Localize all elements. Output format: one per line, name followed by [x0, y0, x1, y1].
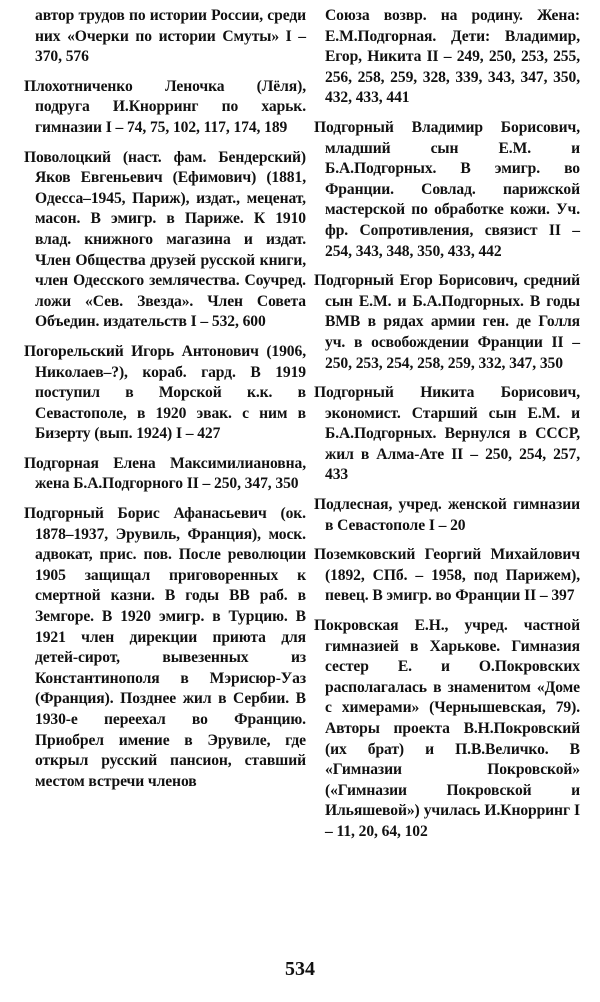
entry-podgorny-nikita: Подгорный Никита Борисович, экономист. Старший сын Е.М. и Б.А.Подгорных. Вернулся в СССР, жил в Алма-Ате II – 250, 254, 257, 433	[314, 384, 580, 484]
entry-podgorny-boris: Подгорный Борис Афанасьевич (ок. 1878–1937, Эрувиль, Франция), моск. адвокат, прис. пов. После революции 1905 защищал приговоренных к смертной казни. В годы ВВ раб. в Земгоре. В 1920 эмигр. в Турцию. В 1921 член дирекции приюта для детей-сирот, вывезенных из Константинополя в Мэрисюр-Уаз (Франция). Позднее жил в Сербии. В 1930-е переехал во Францию. Приобрел имение в Эрувиле, где открыл русский пансион, ставший местом встречи членов	[24, 505, 306, 790]
entry-podgornaya-elena: Подгорная Елена Максимилиановна, жена Б.А.Подгорного II – 250, 347, 350	[24, 454, 306, 493]
entry-pokrovskaya: Покровская Е.Н., учред. частной гимназией в Харькове. Гимназия сестер Е. и О.Покровских располагалась в знаменитом «Доме с химерами» (Чернышевская, 79). Авторы проекта В.Н.Покровский (их брат) и П.В.Величко. В «Гимназии Покровской» («Гимназии Покровской и Ильяшевой») училась И.Кнорринг I – 11, 20, 64, 102	[314, 617, 580, 840]
entry-podgorny-vladimir: Подгорный Владимир Борисович, младший сын Е.М. и Б.А.Подгорных. В эмигр. во Франции. Совлад. парижской мастерской по обработке кожи. Уч. фр. Сопротивления, связист II – 254, 343, 348, 350, 433, 442	[314, 118, 580, 260]
right-column	[314, 6, 580, 852]
entry-pogorelsky: Погорельский Игорь Антонович (1906, Николаев–?), кораб. гард. В 1919 поступил в Морской к.к. в Севастополе, в 1920 эвак. с ним в Бизерту (вып. 1924) I – 427	[24, 342, 306, 443]
entry-pozemkovsky: Поземковский Георгий Михайлович (1892, СПб. – 1958, под Парижем), певец. В эмигр. во Франции II – 397	[314, 546, 580, 605]
entry-continued-boris: Союза возвр. на родину. Жена: Е.М.Подгорная. Дети: Владимир, Егор, Никита II – 249, 250, 253, 255, 256, 258, 259, 328, 339, 343, 347, 350, 432, 433, 441	[325, 7, 580, 107]
page-number: 534	[285, 958, 315, 980]
entry-podgorny-egor: Подгорный Егор Борисович, средний сын Е.М. и Б.А.Подгорных. В годы ВМВ в рядах армии ген. де Голля уч. в освобождении Франции II – 250, 253, 254, 258, 259, 332, 347, 350	[314, 272, 580, 372]
entry-continued: автор трудов по истории России, среди них «Очерки по истории Смуты» I – 370, 576	[35, 7, 306, 66]
entry-plokhotnichenko: Плохотниченко Леночка (Лёля), подруга И.Кнорринг по харьк. гимназии I – 74, 75, 102, 117, 174, 189	[24, 77, 306, 136]
entry-podlesnaya: Подлесная, учред. женской гимназии в Севастополе I – 20	[314, 496, 580, 534]
left-column	[24, 6, 306, 801]
entry-povolotsky: Поволоцкий (наст. фам. Бендерский) Яков Евгеньевич (Ефимович) (1881, Одесса–1945, Париж), издат., меценат, масон. В эмигр. в Париже. К 1910 влад. книжного магазина и издат. Член Общества друзей русской книги, член Одесского землячества. Соучред. ложи «Сев. Звезда». Член Совета Объедин. издательств I – 532, 600	[24, 148, 306, 331]
